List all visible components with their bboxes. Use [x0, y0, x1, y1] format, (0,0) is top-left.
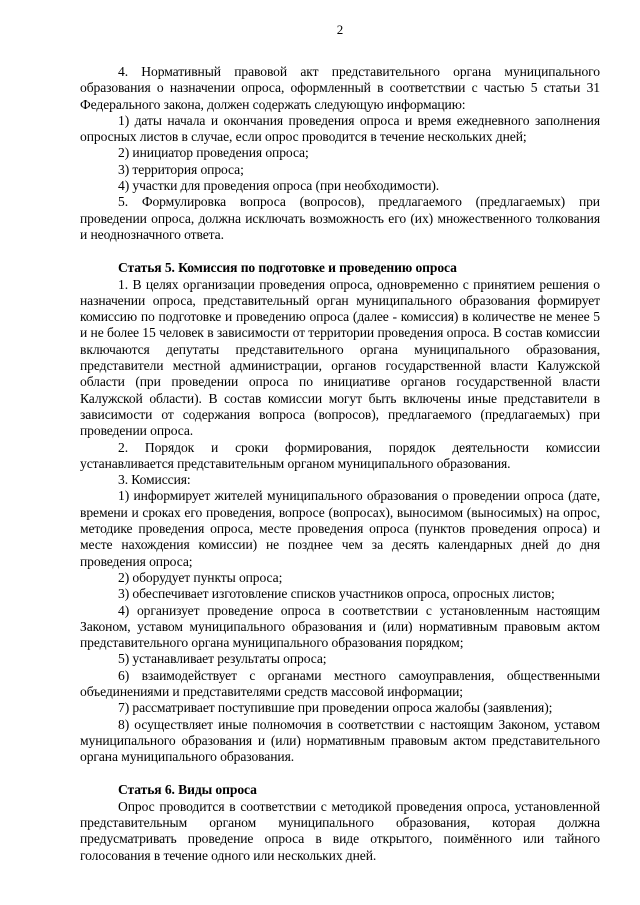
section4-item-3: 3) территория опроса; [118, 161, 244, 177]
article6-text: Опрос проводится в соответствии с методикой проведения опроса, установленной представительным органом муниципального образования, которая должна предусматривать проведение опроса в виде открытого, поимённого или тайного голосования в течение одного или нескольких дней. [80, 798, 600, 863]
article5-item-4: 4) организует проведение опроса в соответствии с установленным настоящим Законом, уставом муниципального образования и (или) нормативным правовым актом представительного органа муниципального образования порядком; [80, 602, 600, 651]
section4-intro: 4. Нормативный правовой акт представительного органа муниципального образования о назначении опроса, оформленный в соответствии с частью 5 статьи 31 Федерального закона, должен содержать следующую информацию: [80, 64, 600, 112]
article5-item-3: 3) обеспечивает изготовление списков участников опроса, опросных листов; [118, 586, 555, 602]
article5-item-7: 7) рассматривает поступившие при проведении опроса жалобы (заявления); [118, 700, 553, 716]
article5-item-8: 8) осуществляет иные полномочия в соответствии с настоящим Законом, уставом муниципального образования и (или) нормативным правовым актом представительного органа муниципального образования. [80, 716, 600, 765]
article5-heading: Статья 5. Комиссия по подготовке и проведению опроса [118, 260, 457, 276]
section4-item-2: 2) инициатор проведения опроса; [118, 145, 309, 161]
article5-point-3: 3. Комиссия: [118, 472, 191, 488]
article6-heading: Статья 6. Виды опроса [118, 782, 257, 798]
section4-item-1: 1) даты начала и окончания проведения опроса и время ежедневного заполнения опросных листов в случае, если опрос проводится в течение нескольких дней; [80, 112, 600, 145]
page-number: 2 [336, 22, 344, 37]
article5-item-5: 5) устанавливает результаты опроса; [118, 651, 327, 667]
article5-point-1: 1. В целях организации проведения опроса, одновременно с принятием решения о назначении опроса, представительный орган муниципального образования формирует комиссию по подготовке и проведению опроса (далее - комиссия) в количестве не менее 5 и не более 15 человек в зависимости от территории проведения опроса. В состав комиссии включаются депутаты представительного органа муниципального образования, представители местной администрации, органов государственной власти Калужской области (при проведении опроса по инициативе органов государственной власти Калужской области). В состав комиссии могут быть включены иные представители в зависимости от содержания вопроса (вопросов), предлагаемого (предлагаемых) при проведении опроса. [80, 276, 600, 439]
article5-item-2: 2) оборудует пункты опроса; [118, 569, 283, 585]
article5-item-1: 1) информирует жителей муниципального образования о проведении опроса (дате, времени и сроках его проведения, вопросе (вопросах), выносимом (выносимых) на опрос, методике проведения опроса, месте проведения опроса (пунктов проведения опроса) и месте нахождения комиссии) не позднее чем за десять календарных дней до дня проведения опроса; [80, 488, 600, 569]
article5-item-6: 6) взаимодействует с органами местного самоуправления, общественными объединениями и представителями средств массовой информации; [80, 667, 600, 699]
section4-point-5: 5. Формулировка вопроса (вопросов), предлагаемого (предлагаемых) при проведении опроса, должна исключать возможность его (их) множественного толкования и неоднозначного ответа. [80, 194, 600, 242]
article5-point-2: 2. Порядок и сроки формирования, порядок деятельности комиссии устанавливается представительным органом муниципального образования. [80, 439, 600, 471]
section4-item-4: 4) участки для проведения опроса (при необходимости). [118, 178, 440, 194]
